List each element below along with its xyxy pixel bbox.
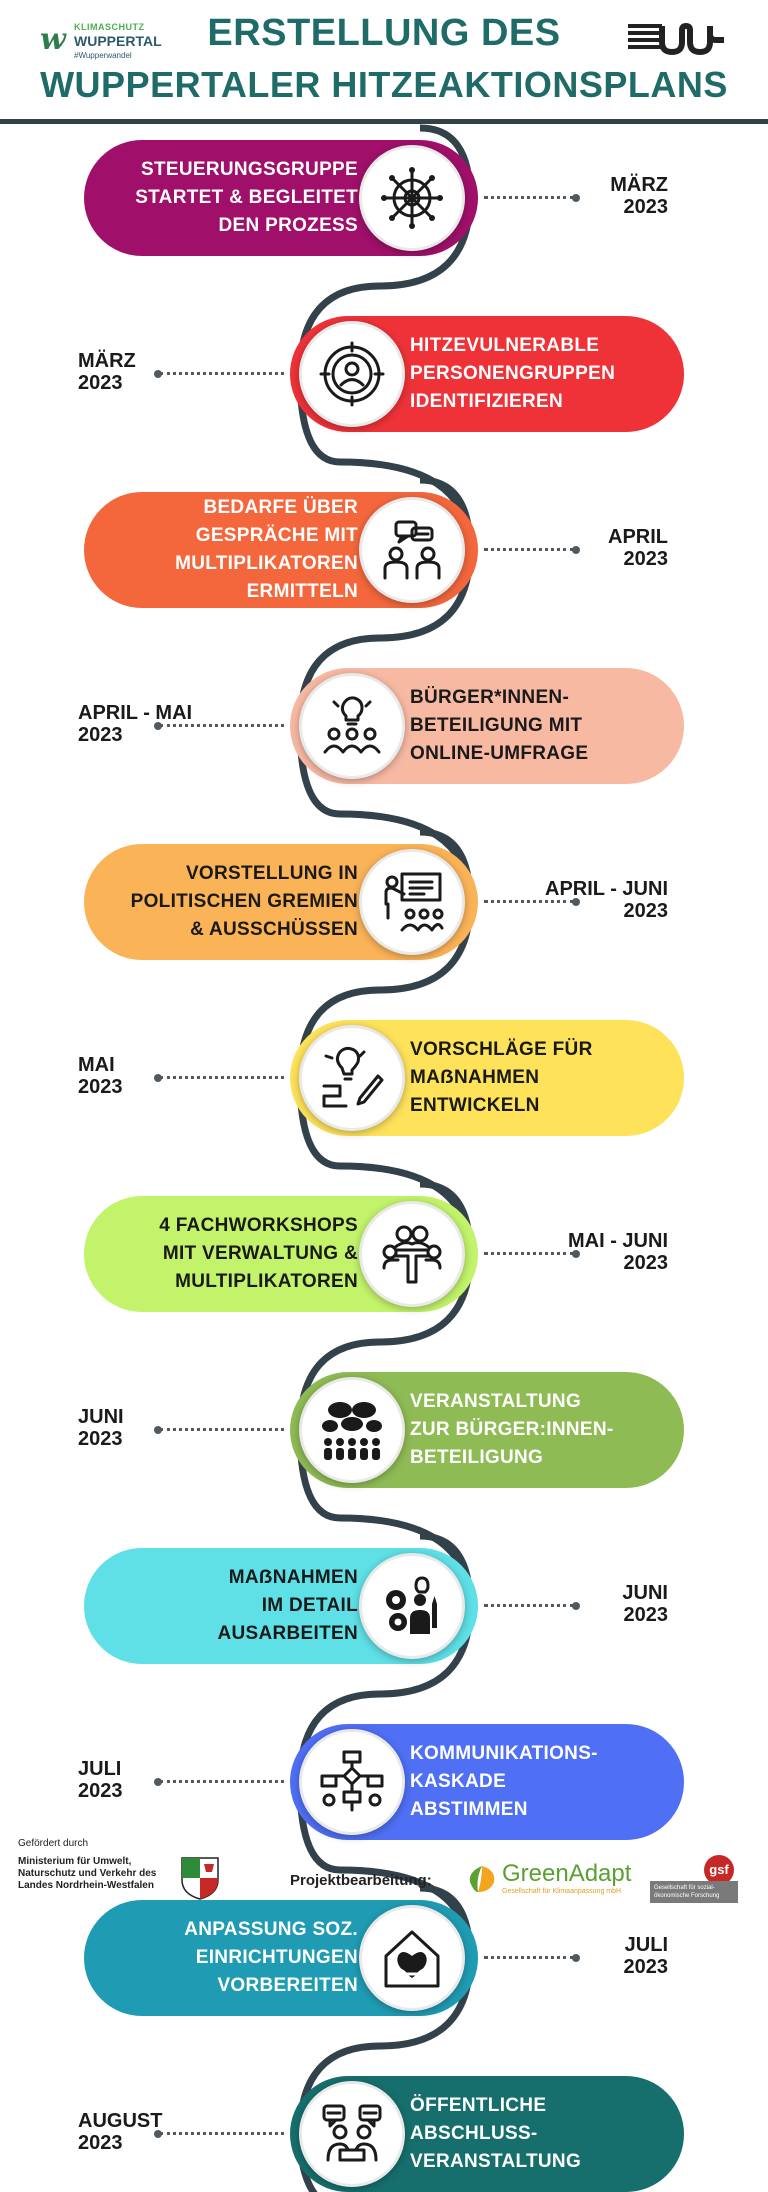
step-label-line: MIT VERWALTUNG & [162, 1243, 358, 1264]
step-date-year: 2023 [623, 1956, 668, 1978]
date-leader-dot [154, 1426, 162, 1434]
step-date [610, 174, 668, 218]
step-label-line: ENTWICKELN [410, 1095, 540, 1116]
greenadapt-subtitle: Gesellschaft für Klimaanpassung mbH [502, 1888, 622, 1895]
step-label-line: GESPRÄCHE MIT [195, 525, 358, 546]
date-leader-line [484, 1604, 574, 1607]
greenadapt-name: GreenAdapt [502, 1860, 632, 1887]
step-icon-circle [359, 497, 465, 603]
gears-worker-icon [380, 1574, 444, 1638]
date-leader-line [160, 1076, 284, 1079]
step-label-line: VORSTELLUNG IN [185, 863, 358, 884]
step-date-month: JUNI [622, 1582, 668, 1604]
step-label-line: MULTIPLIKATOREN [175, 553, 358, 574]
step-label [410, 1020, 668, 1136]
date-leader-line [484, 548, 574, 551]
step-icon-circle [359, 1905, 465, 2011]
step-date-year: 2023 [78, 372, 123, 394]
project-label: Projektbearbeitung: [290, 1872, 432, 1889]
step-label-line: ABSCHLUSS- [410, 2123, 538, 2144]
step-date-month: JULI [78, 1758, 122, 1780]
step-label [104, 844, 358, 960]
step-label-line: PERSONENGRUPPEN [410, 363, 616, 384]
logo-line1: KLIMASCHUTZ [74, 22, 145, 32]
step-label [410, 1724, 668, 1840]
date-leader-dot [154, 370, 162, 378]
step-label-line: VERANSTALTUNG [410, 1391, 582, 1412]
step-label-line: BEDARFE ÜBER [203, 497, 358, 518]
step-date [78, 1406, 124, 1450]
logo-line2: WUPPERTAL [74, 33, 162, 49]
house-heart-hands-icon [380, 1926, 444, 1990]
idea-group-icon [320, 694, 384, 758]
step-label-line: BETEILIGUNG MIT [410, 715, 583, 736]
step-label [410, 1372, 668, 1488]
step-date [78, 1758, 123, 1802]
step-date-year: 2023 [78, 1428, 123, 1450]
step-date-year: 2023 [623, 196, 668, 218]
step-date-month: AUGUST [78, 2110, 163, 2132]
step-label-line: BÜRGER*INNEN- [410, 687, 570, 708]
step-date-year: 2023 [78, 1076, 123, 1098]
step-icon-circle [299, 1025, 405, 1131]
step-label [104, 1548, 358, 1664]
step-label-line: VORBEREITEN [217, 1975, 358, 1996]
step-date-month: APRIL - MAI [78, 702, 193, 724]
step-label-line: MAẞNAHMEN [410, 1067, 540, 1088]
date-leader-line [160, 1428, 284, 1431]
step-label-line: MAẞNAHMEN [228, 1567, 358, 1588]
step-date-year: 2023 [623, 1604, 668, 1626]
crowd-speech-icon [320, 1398, 384, 1462]
step-date-month: JUNI [78, 1406, 124, 1428]
step-icon-circle [299, 1729, 405, 1835]
step-label-line: IDENTIFIZIEREN [410, 391, 564, 412]
step-label-line: BETEILIGUNG [410, 1447, 544, 1468]
date-leader-dot [572, 1954, 580, 1962]
step-date-year: 2023 [623, 900, 668, 922]
target-person-icon [320, 342, 384, 406]
gsf-logo [650, 1855, 740, 1903]
step-icon-circle [359, 145, 465, 251]
step-date [545, 878, 668, 922]
step-label-line: HITZEVULNERABLE [410, 335, 600, 356]
meeting-speech-icon [320, 2102, 384, 2166]
step-date [568, 1230, 668, 1274]
nrw-coat-of-arms-logo [180, 1856, 220, 1900]
idea-pencil-icon [320, 1046, 384, 1110]
step-icon-circle [359, 849, 465, 955]
greenadapt-logo [466, 1860, 636, 1900]
step-label-line: ERMITTELN [246, 581, 358, 602]
date-leader-line [484, 1252, 574, 1255]
step-label-line: 4 FACHWORKSHOPS [159, 1215, 358, 1236]
step-label-line: KOMMUNIKATIONS- [410, 1743, 598, 1764]
gsf-subtitle: Gesellschaft für sozial-ökonomische Forschung [650, 1881, 738, 1903]
page-title-line2: WUPPERTALER HITZEAKTIONSPLANS [40, 64, 728, 105]
step-date-year: 2023 [78, 1780, 123, 1802]
step-date-month: APRIL - JUNI [545, 878, 668, 900]
step-label-line: DEN PROZESS [218, 215, 358, 236]
step-date-month: MAI - JUNI [568, 1230, 668, 1252]
step-date-month: MAI [78, 1054, 115, 1076]
step-date [78, 350, 136, 394]
step-label [104, 1900, 358, 2016]
step-date-month: APRIL [608, 526, 668, 548]
step-icon-circle [299, 673, 405, 779]
step-date-month: MÄRZ [78, 350, 136, 372]
ministry-name: Ministerium für Umwelt, Naturschutz und Verkehr des Landes Nordrhein-Westfalen [18, 1856, 157, 1891]
step-label-line: STARTET & BEGLEITET [135, 187, 358, 208]
step-date [78, 1054, 123, 1098]
step-label-line: & AUSSCHÜSSEN [190, 919, 358, 940]
step-label [410, 668, 668, 784]
date-leader-line [484, 196, 574, 199]
step-label-line: IM DETAIL [261, 1595, 358, 1616]
step-date-year: 2023 [623, 1252, 668, 1274]
step-date [78, 702, 192, 746]
step-label-line: MULTIPLIKATOREN [175, 1271, 358, 1292]
step-date-month: JULI [624, 1934, 668, 1956]
step-label-line: ANPASSUNG SOZ. [184, 1919, 358, 1940]
ship-wheel-icon [380, 166, 444, 230]
step-date-month: MÄRZ [610, 174, 668, 196]
date-leader-dot [572, 1602, 580, 1610]
step-date-year: 2023 [623, 548, 668, 570]
step-date [622, 1582, 668, 1626]
step-date-year: 2023 [78, 2132, 123, 2154]
step-label-line: KASKADE [410, 1771, 507, 1792]
step-date-year: 2023 [78, 724, 123, 746]
step-label [104, 492, 358, 608]
date-leader-dot [572, 194, 580, 202]
step-date [624, 1934, 669, 1978]
flowchart-icon [320, 1750, 384, 1814]
step-label-line: EINRICHTUNGEN [195, 1947, 358, 1968]
logo-tagline: #Wupperwandel [74, 51, 132, 60]
step-label-line: VORSCHLÄGE FÜR [410, 1039, 593, 1060]
date-leader-line [160, 1780, 284, 1783]
presentation-icon [380, 870, 444, 934]
step-label-line: ONLINE-UMFRAGE [410, 743, 589, 764]
step-label-line: ZUR BÜRGER:INNEN- [410, 1419, 614, 1440]
funded-by-label: Gefördert durch [18, 1838, 89, 1849]
step-icon-circle [359, 1553, 465, 1659]
step-label [104, 140, 358, 256]
date-leader-line [484, 1956, 574, 1959]
step-label-line: AUSARBEITEN [217, 1623, 358, 1644]
step-label-line: ABSTIMMEN [410, 1799, 528, 1820]
step-label-line: POLITISCHEN GREMIEN [130, 891, 358, 912]
date-leader-line [160, 372, 284, 375]
step-date [608, 526, 668, 570]
step-label [104, 1196, 358, 1312]
date-leader-dot [154, 1074, 162, 1082]
step-icon-circle [299, 2081, 405, 2187]
step-icon-circle [299, 321, 405, 427]
page-title-line1: ERSTELLUNG DES [207, 12, 561, 54]
date-leader-dot [572, 546, 580, 554]
workshop-icon [380, 1222, 444, 1286]
greenadapt-leaf-icon [466, 1864, 498, 1894]
conversation-icon [380, 518, 444, 582]
step-label [410, 316, 668, 432]
step-label-line: STEUERUNGSGRUPPE [140, 159, 358, 180]
gsf-ball: gsf [704, 1855, 734, 1885]
step-label-line: VERANSTALTUNG [410, 2151, 582, 2172]
step-icon-circle [359, 1201, 465, 1307]
step-label-line: ÖFFENTLICHE [410, 2095, 547, 2116]
step-date [78, 2110, 162, 2154]
logo-w-mark: w [40, 22, 66, 57]
date-leader-dot [154, 1778, 162, 1786]
date-leader-line [160, 2132, 284, 2135]
step-icon-circle [299, 1377, 405, 1483]
step-label [410, 2076, 668, 2192]
